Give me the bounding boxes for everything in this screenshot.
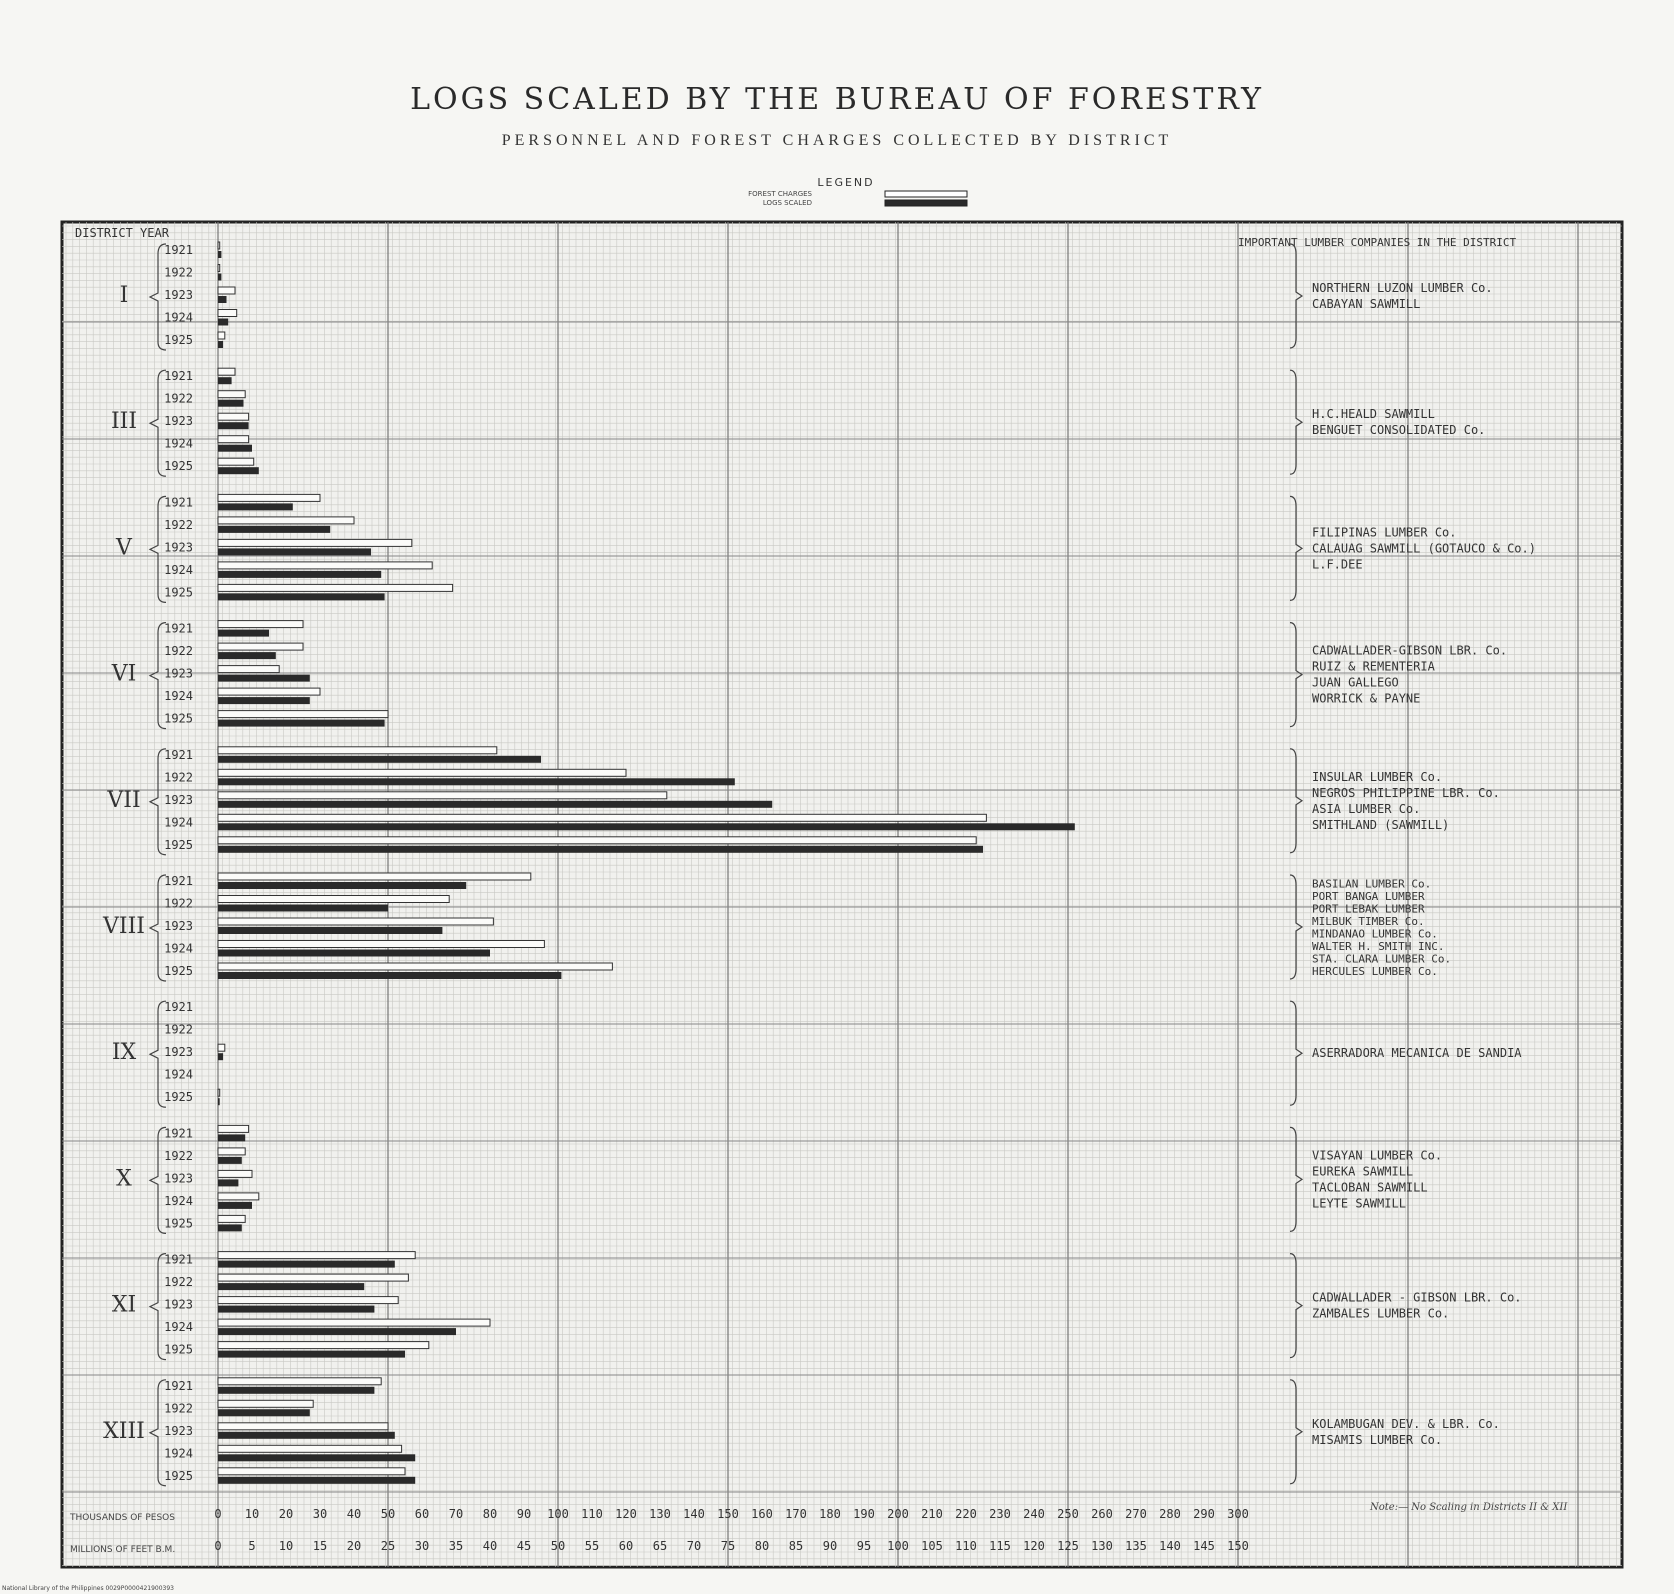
year-label: 1925 [164,333,193,347]
x-tick-bottom: 145 [1193,1539,1215,1553]
bar-logs-scaled [218,1409,310,1416]
bar-logs-scaled [218,630,269,637]
x-tick-top: 260 [1091,1507,1113,1521]
year-label: 1922 [164,1401,193,1416]
year-label: 1925 [164,1216,193,1231]
company-name: FILIPINAS LUMBER Co. [1312,525,1457,540]
x-axis-bottom-label: MILLIONS OF FEET B.M. [70,1545,176,1555]
bar-forest-charges [218,1319,490,1326]
bar-forest-charges [218,1400,313,1407]
company-name: L.F.DEE [1312,557,1363,572]
company-name: NEGROS PHILIPPINE LBR. Co. [1312,785,1500,800]
year-label: 1922 [164,770,193,785]
bar-forest-charges [218,621,303,628]
x-tick-bottom: 120 [1023,1539,1045,1553]
year-label: 1925 [164,459,193,474]
bar-forest-charges [218,1148,245,1155]
bar-forest-charges [218,413,249,420]
district-numeral: XI [111,1292,137,1318]
bar-forest-charges [218,1423,388,1430]
year-label: 1923 [164,919,193,933]
year-label: 1921 [164,874,193,888]
bar-logs-scaled [218,1387,374,1394]
company-name: LEYTE SAWMILL [1312,1196,1406,1211]
bar-logs-scaled [218,675,310,682]
x-tick-top: 160 [751,1507,773,1521]
x-tick-top: 230 [989,1507,1011,1521]
legend-label: LOGS SCALED [762,199,812,207]
chart-title: LOGS SCALED BY THE BUREAU OF FORESTRY [410,82,1264,117]
year-label: 1921 [164,1000,193,1015]
company-name: KOLAMBUGAN DEV. & LBR. Co. [1312,1416,1500,1431]
x-tick-top: 200 [887,1507,909,1521]
year-label: 1924 [164,436,193,451]
x-tick-bottom: 85 [788,1539,804,1553]
district-numeral: VII [107,787,141,813]
bar-forest-charges [218,666,279,673]
bar-forest-charges [218,584,453,591]
year-label: 1921 [164,621,193,636]
year-label: 1924 [164,562,193,577]
year-label: 1924 [164,941,193,956]
chart-note: Note:— No Scaling in Districts II & XII [1370,1502,1568,1513]
year-label: 1923 [164,288,193,302]
company-name: RUIZ & REMENTERIA [1312,659,1435,674]
bar-logs-scaled [218,778,735,785]
chart-subtitle: PERSONNEL AND FOREST CHARGES COLLECTED BY DISTRICT [501,132,1173,149]
x-tick-top: 120 [615,1507,637,1521]
x-tick-bottom: 5 [248,1539,256,1553]
year-label: 1924 [164,1446,193,1461]
year-label: 1921 [164,495,193,510]
company-name: BENGUET CONSOLIDATED Co. [1312,423,1486,438]
year-label: 1923 [164,414,193,429]
bar-logs-scaled [218,882,466,889]
bar-forest-charges [218,1378,381,1385]
x-tick-bottom: 55 [584,1539,600,1553]
x-tick-bottom: 30 [414,1539,430,1553]
x-tick-top: 60 [414,1507,430,1521]
company-name: MILBUK TIMBER Co. [1312,914,1425,928]
bar-forest-charges [218,436,249,443]
bar-forest-charges [218,837,976,844]
year-label: 1921 [164,747,193,762]
company-name: ASERRADORA MECANICA DE SANDIA [1312,1046,1522,1061]
year-label: 1925 [164,1090,193,1105]
x-tick-top: 140 [683,1507,705,1521]
x-tick-bottom: 140 [1159,1539,1181,1553]
x-tick-bottom: 95 [856,1539,872,1553]
bar-logs-scaled [218,823,1075,830]
bar-forest-charges [218,1342,429,1349]
x-tick-top: 50 [380,1507,396,1521]
legend-swatch [885,200,967,206]
bar-forest-charges [218,1125,249,1132]
bar-forest-charges [218,562,432,569]
bar-logs-scaled [218,445,252,452]
company-name: NORTHERN LUZON LUMBER Co. [1312,281,1493,295]
bar-logs-scaled [218,274,221,281]
footer-credit: National Library of the Philippines 0029P0000421900393 [2,1585,174,1592]
bar-forest-charges [218,494,320,501]
year-label: 1924 [164,310,193,325]
company-name: MISAMIS LUMBER Co. [1312,1432,1443,1447]
year-label: 1922 [164,644,193,659]
year-label: 1923 [164,666,193,681]
x-tick-top: 220 [955,1507,977,1521]
company-name: H.C.HEALD SAWMILL [1312,407,1435,422]
company-name: INSULAR LUMBER Co. [1312,769,1443,784]
bar-logs-scaled [218,503,293,510]
x-tick-bottom: 90 [822,1539,838,1553]
x-tick-bottom: 70 [686,1539,702,1553]
year-label: 1922 [164,391,193,406]
bar-logs-scaled [218,1454,415,1461]
bar-logs-scaled [218,697,310,704]
year-label: 1925 [164,711,193,726]
x-tick-top: 180 [819,1507,841,1521]
bar-logs-scaled [218,400,244,407]
x-tick-top: 290 [1193,1507,1215,1521]
bar-logs-scaled [218,972,561,979]
company-name: ASIA LUMBER Co. [1312,801,1421,816]
bar-forest-charges [218,332,225,339]
bar-logs-scaled [218,1157,242,1164]
bar-forest-charges [218,1215,245,1222]
year-label: 1922 [164,896,193,911]
year-label: 1925 [164,964,193,978]
x-tick-bottom: 10 [278,1539,294,1553]
year-label: 1925 [164,1342,193,1357]
bar-logs-scaled [218,526,330,533]
bar-logs-scaled [218,927,442,934]
company-name: EUREKA SAWMILL [1312,1164,1414,1179]
bar-logs-scaled [218,377,232,384]
x-tick-bottom: 45 [516,1539,532,1553]
company-name: CADWALLADER - GIBSON LBR. Co. [1312,1290,1522,1305]
company-name: JUAN GALLEGO [1312,675,1399,690]
x-tick-bottom: 80 [754,1539,770,1553]
bar-forest-charges [218,941,544,948]
year-label: 1922 [164,265,193,280]
bar-forest-charges [218,1297,398,1304]
year-label: 1923 [164,1045,193,1060]
x-tick-top: 300 [1227,1507,1249,1521]
bar-forest-charges [218,792,667,799]
x-tick-bottom: 130 [1091,1539,1113,1553]
year-label: 1923 [164,1423,193,1438]
x-tick-top: 0 [214,1507,222,1521]
bar-forest-charges [218,458,254,465]
x-tick-bottom: 60 [618,1539,634,1553]
legend-title: LEGEND [817,176,875,189]
bar-logs-scaled [218,1224,242,1231]
company-name: CADWALLADER-GIBSON LBR. Co. [1312,643,1508,658]
bar-logs-scaled [218,1202,252,1209]
x-tick-top: 280 [1159,1507,1181,1521]
bar-logs-scaled [218,1053,223,1060]
company-name: STA. CLARA LUMBER Co. [1312,952,1452,966]
year-label: 1925 [164,585,193,600]
year-label: 1924 [164,1067,193,1082]
bar-logs-scaled [218,251,221,258]
legend-swatch [885,191,967,197]
x-tick-top: 80 [482,1507,498,1521]
x-tick-top: 130 [649,1507,671,1521]
year-label: 1921 [164,369,193,384]
bar-logs-scaled [218,593,385,600]
x-tick-top: 110 [581,1507,603,1521]
bar-logs-scaled [218,846,983,853]
year-label: 1924 [164,815,193,830]
company-name: CABAYAN SAWMILL [1312,297,1421,311]
x-tick-bottom: 105 [921,1539,943,1553]
bar-logs-scaled [218,652,276,659]
year-label: 1921 [164,1126,193,1141]
x-tick-top: 190 [853,1507,875,1521]
header-companies: IMPORTANT LUMBER COMPANIES IN THE DISTRICT [1238,236,1517,249]
bar-logs-scaled [218,950,490,957]
bar-logs-scaled [218,1134,245,1141]
year-label: 1922 [164,517,193,532]
company-name: PORT LEBAK LUMBER [1312,902,1425,916]
x-tick-top: 270 [1125,1507,1147,1521]
bar-forest-charges [218,643,303,650]
x-tick-top: 30 [312,1507,328,1521]
year-label: 1924 [164,1320,193,1335]
bar-logs-scaled [218,1328,456,1335]
x-tick-top: 100 [547,1507,569,1521]
bar-logs-scaled [218,905,388,912]
bar-logs-scaled [218,571,381,578]
bar-logs-scaled [218,1179,238,1186]
year-label: 1921 [164,243,193,257]
company-name: PORT BANGA LUMBER [1312,889,1425,903]
bar-forest-charges [218,1445,402,1452]
x-tick-top: 210 [921,1507,943,1521]
bar-logs-scaled [218,756,541,763]
bar-logs-scaled [218,1283,364,1290]
district-numeral: V [116,535,132,561]
year-label: 1922 [164,1022,193,1037]
district-numeral: X [116,1166,132,1192]
bar-forest-charges [218,963,612,970]
company-name: TACLOBAN SAWMILL [1312,1180,1428,1195]
x-tick-top: 170 [785,1507,807,1521]
bar-forest-charges [218,368,235,375]
bar-logs-scaled [218,548,371,555]
bar-forest-charges [218,873,531,880]
x-tick-top: 150 [717,1507,739,1521]
bar-forest-charges [218,391,245,398]
bar-forest-charges [218,242,220,249]
x-tick-bottom: 20 [346,1539,362,1553]
bar-forest-charges [218,747,497,754]
district-numeral: IX [111,1040,137,1066]
company-name: WORRICK & PAYNE [1312,691,1421,706]
header-district-year: DISTRICT YEAR [75,226,169,240]
company-name: ZAMBALES LUMBER Co. [1312,1306,1450,1321]
year-label: 1923 [164,792,193,807]
company-name: VISAYAN LUMBER Co. [1312,1148,1443,1163]
x-tick-bottom: 25 [380,1539,396,1553]
x-tick-top: 10 [244,1507,260,1521]
year-label: 1922 [164,1275,193,1290]
bar-logs-scaled [218,341,223,348]
year-label: 1921 [164,1378,193,1393]
x-tick-bottom: 100 [887,1539,909,1553]
year-label: 1921 [164,1252,193,1267]
bar-forest-charges [218,711,388,718]
district-numeral: I [119,283,129,308]
bar-forest-charges [218,896,449,903]
year-label: 1924 [164,1193,193,1208]
district-numeral: XIII [103,1418,145,1444]
x-tick-top: 250 [1057,1507,1079,1521]
bar-forest-charges [218,310,237,317]
bar-logs-scaled [218,1477,415,1484]
year-label: 1925 [164,837,193,852]
bar-forest-charges [218,287,235,294]
bar-logs-scaled [218,1306,374,1313]
x-tick-bottom: 135 [1125,1539,1147,1553]
bar-forest-charges [218,517,354,524]
bar-forest-charges [218,1170,252,1177]
x-tick-top: 70 [448,1507,464,1521]
bar-forest-charges [218,1252,415,1259]
x-tick-bottom: 35 [448,1539,464,1553]
x-tick-bottom: 115 [989,1539,1011,1553]
x-tick-bottom: 15 [312,1539,328,1553]
bar-logs-scaled [218,467,259,474]
x-tick-bottom: 125 [1057,1539,1079,1553]
x-tick-top: 240 [1023,1507,1045,1521]
x-tick-bottom: 150 [1227,1539,1249,1553]
bar-logs-scaled [218,1432,395,1439]
bar-forest-charges [218,769,626,776]
bar-logs-scaled [218,801,772,808]
bar-forest-charges [218,688,320,695]
year-label: 1923 [164,1171,193,1186]
bar-logs-scaled [218,1098,220,1105]
bar-logs-scaled [218,1351,405,1358]
x-tick-bottom: 75 [720,1539,736,1553]
x-tick-bottom: 65 [652,1539,668,1553]
company-name: HERCULES LUMBER Co. [1312,964,1438,978]
year-label: 1923 [164,540,193,555]
x-tick-top: 20 [278,1507,294,1521]
x-tick-bottom: 40 [482,1539,498,1553]
bar-logs-scaled [218,422,249,429]
year-label: 1925 [164,1468,193,1483]
bar-logs-scaled [218,296,227,303]
bar-logs-scaled [218,720,385,727]
bar-forest-charges [218,1468,405,1475]
company-name: BASILAN LUMBER Co. [1312,877,1432,891]
district-numeral: VI [111,661,137,687]
x-tick-top: 90 [516,1507,532,1521]
bar-forest-charges [218,1274,408,1281]
bar-forest-charges [218,814,986,821]
year-label: 1923 [164,1297,193,1312]
legend-label: FOREST CHARGES [748,190,812,198]
x-tick-bottom: 50 [550,1539,566,1553]
company-name: SMITHLAND (SAWMILL) [1312,817,1450,832]
bar-forest-charges [218,265,220,272]
company-name: CALAUAG SAWMILL (GOTAUCO & Co.) [1312,541,1536,556]
bar-forest-charges [218,1193,259,1200]
company-name: MINDANAO LUMBER Co. [1312,927,1438,941]
bar-forest-charges [218,1044,225,1051]
bar-logs-scaled [218,1261,395,1268]
bar-forest-charges [218,1089,220,1096]
bar-forest-charges [218,918,493,925]
x-axis-top-label: THOUSANDS OF PESOS [70,1513,175,1523]
company-name: WALTER H. SMITH INC. [1312,939,1445,953]
year-label: 1924 [164,689,193,704]
bar-forest-charges [218,539,412,546]
district-numeral: VIII [103,914,145,939]
x-tick-bottom: 0 [214,1539,222,1553]
district-numeral: III [110,409,138,435]
bar-logs-scaled [218,319,228,326]
x-tick-top: 40 [346,1507,362,1521]
x-tick-bottom: 110 [955,1539,977,1553]
year-label: 1922 [164,1148,193,1163]
